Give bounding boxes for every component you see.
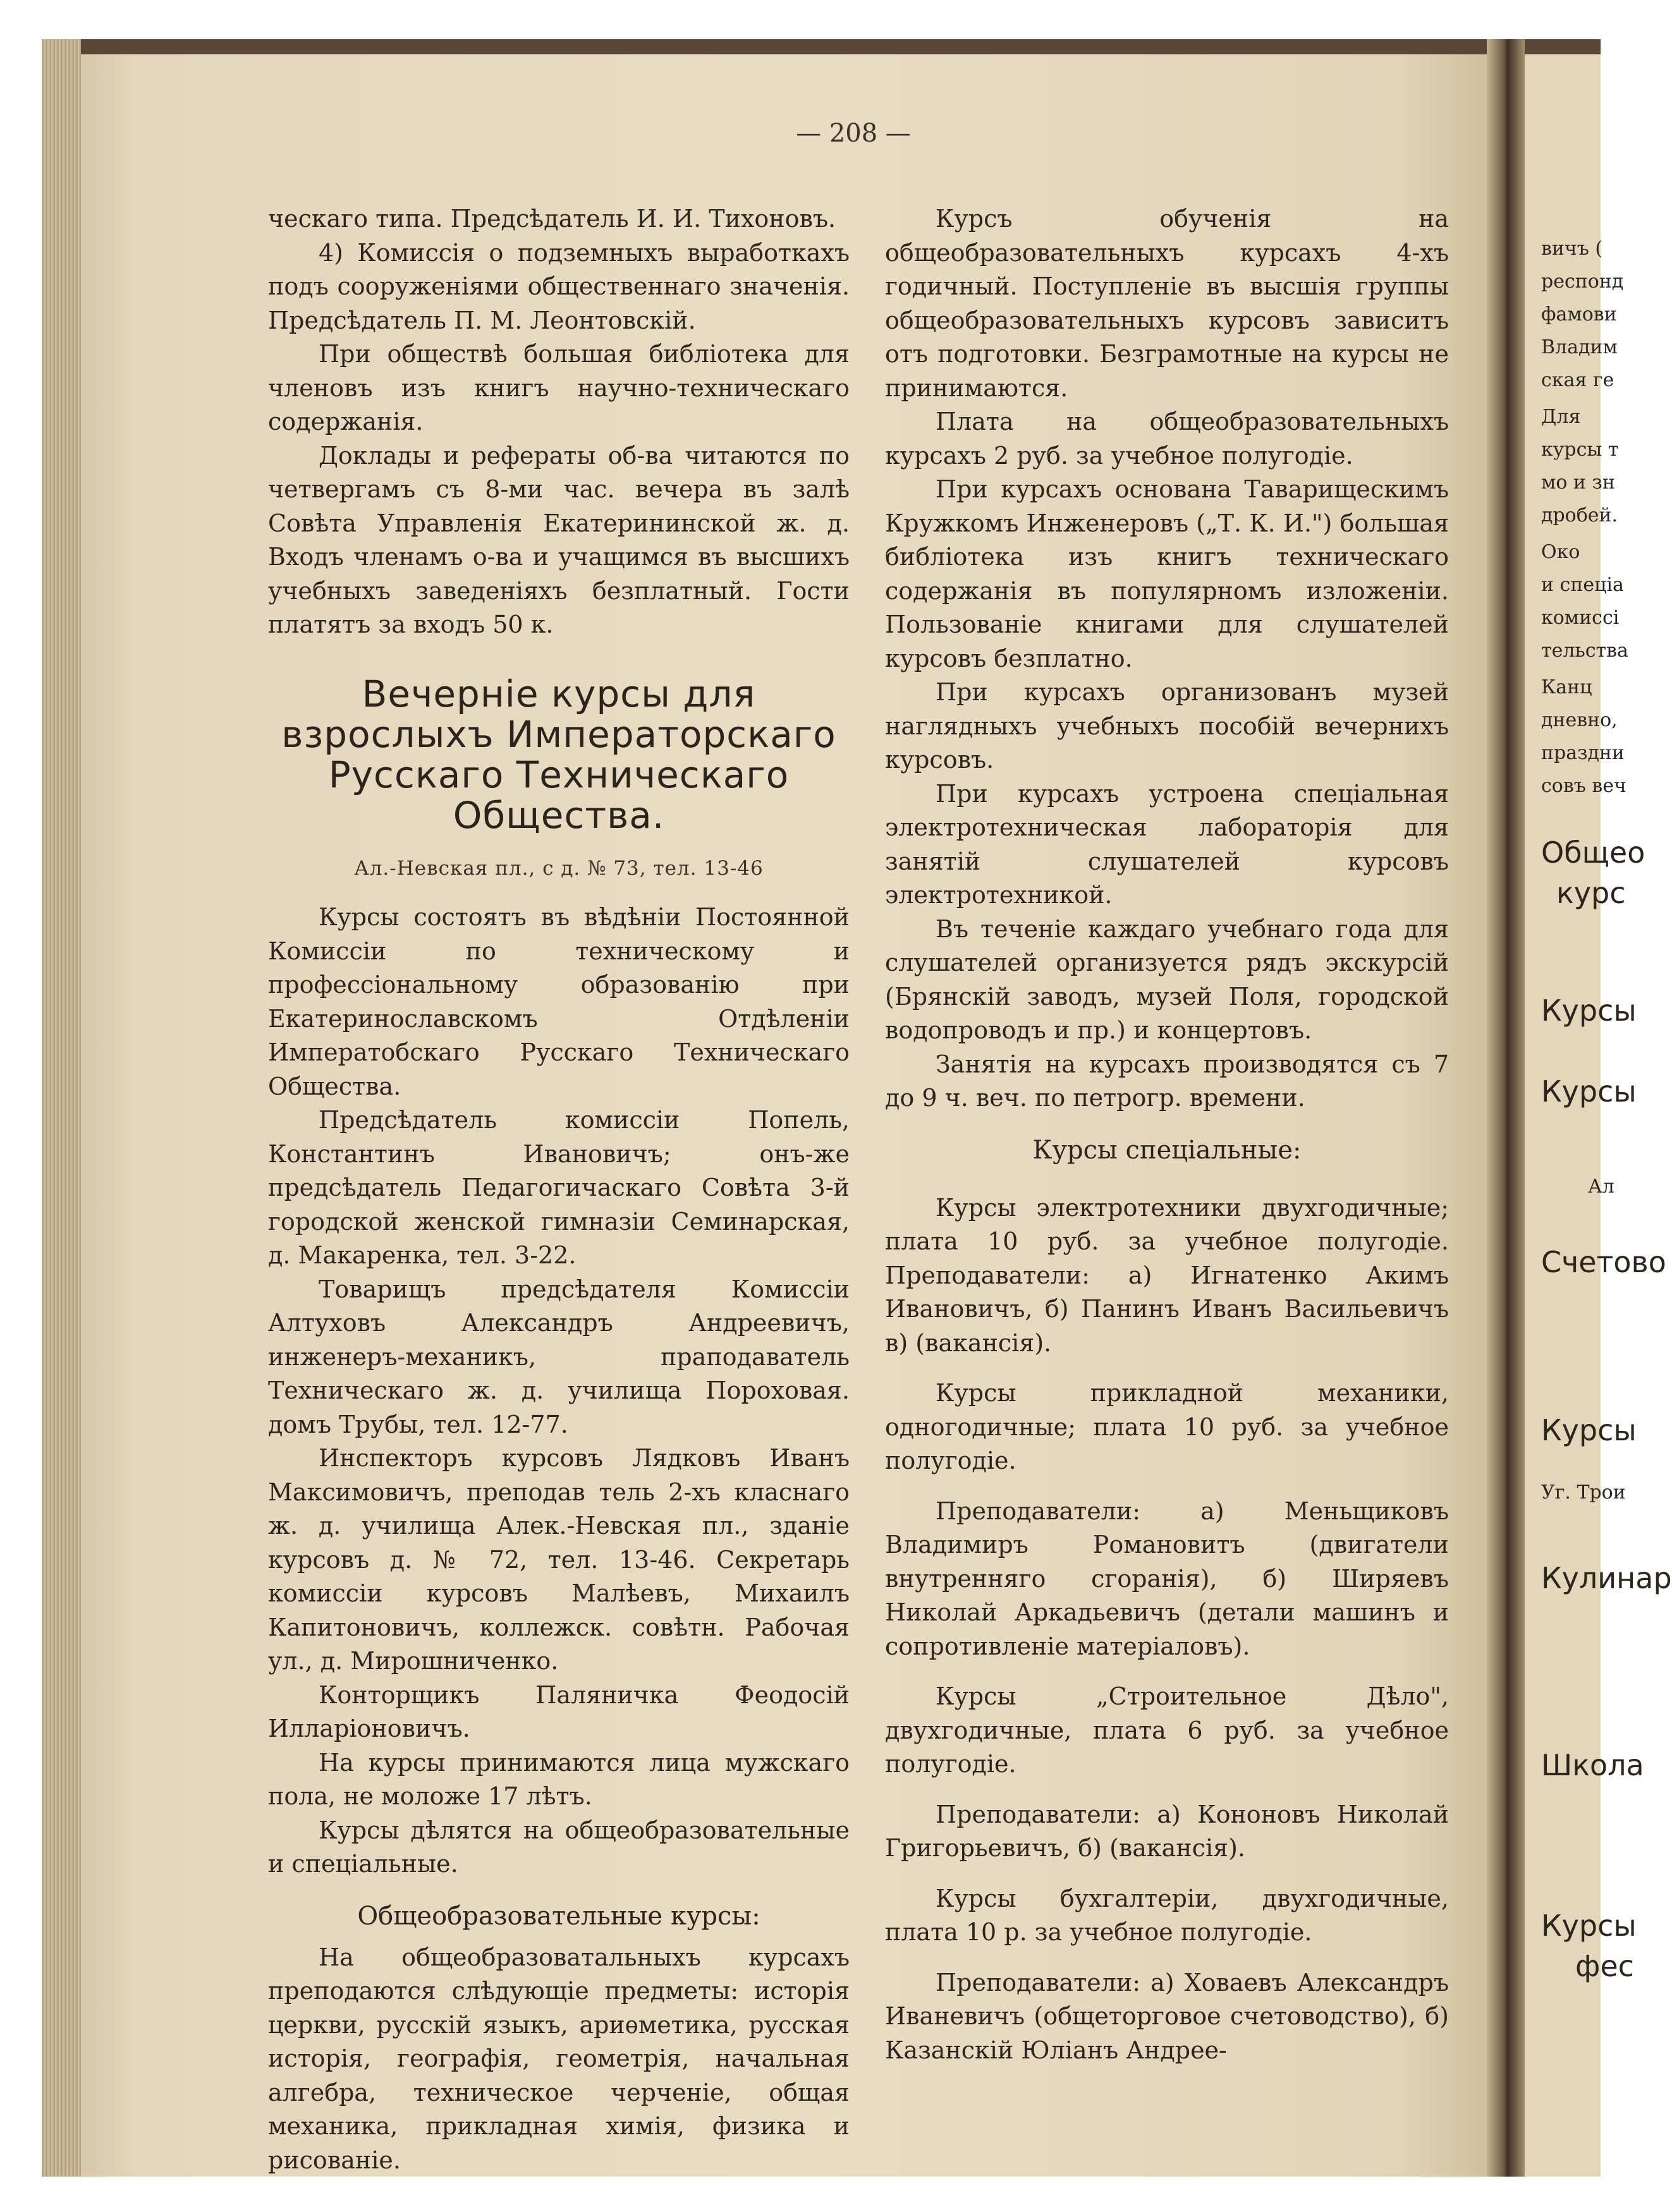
next-page-line: Канц	[1541, 676, 1592, 698]
page-edges	[42, 39, 81, 2177]
paragraph: Преподаватели: а) Меньщиковъ Владимиръ Романовитъ (двигатели внутренняго сгоранія), б) Ширяевъ Николай Аркадьевичъ (детали машинъ и сопротивленіе матеріаловъ).	[885, 1497, 1449, 1660]
paragraph: Инспекторъ курсовъ Лядковъ Иванъ Максимовичъ, преподав тель 2-хъ класнаго ж. д. училища Алек.-Невская пл., зданіе курсовъ д. № 72, тел. 13-46. Секретарь комиссіи курсовъ Малѣевъ, Михаилъ Капитоновичъ, коллежск. совѣтн. Рабочая ул., д. Мирошниченко.	[268, 1444, 850, 1675]
next-page-line: Око	[1541, 541, 1580, 563]
paragraph: Въ теченіе каждаго учебнаго года для слушателей организуется рядъ экскурсій (Брянскій заводъ, музей Поля, городской водопроводъ и пр.) и концертовъ.	[885, 915, 1449, 1044]
next-page-line: респонд	[1541, 270, 1624, 293]
right-column	[885, 202, 1449, 2067]
next-page-line: дневно,	[1541, 709, 1618, 731]
next-page-line: комиссі	[1541, 607, 1620, 629]
next-page-heading: Счетово	[1541, 1245, 1666, 1279]
subsection-title: Общеобразовательные курсы:	[357, 1901, 760, 1931]
paragraph: Курсы состоятъ въ вѣдѣніи Постоянной Комиссіи по техническому и профессіональному образованію при Екатеринославскомъ Отдѣленіи Императобскаго Русскаго Техническаго Общества.	[268, 903, 850, 1100]
next-page-heading: Курсы	[1541, 994, 1637, 1028]
paragraph: Конторщикъ Паляничка Феодосій Илларіоновичъ.	[268, 1680, 850, 1742]
special-courses-title: Курсы спеціальные:	[1032, 1135, 1302, 1165]
next-page-heading: Курсы	[1541, 1413, 1637, 1447]
section-title: Вечерніе курсы для взрослыхъ Императорскаго Русскаго Техническаго Общества.	[281, 672, 836, 837]
paragraph: Плата на общеобразовательныхъ курсахъ 2 руб. за учебное полугодіе.	[885, 408, 1449, 470]
next-page-line: фамови	[1541, 303, 1617, 325]
book-gutter	[1487, 39, 1525, 2177]
next-page-line: курсы т	[1541, 439, 1619, 461]
next-page-line: и спеціа	[1541, 574, 1624, 596]
next-page-line: Уг. Трои	[1541, 1481, 1626, 1504]
next-page-line: ская ге	[1541, 369, 1614, 391]
left-column	[268, 202, 850, 2177]
next-page-line: Владим	[1541, 336, 1618, 358]
next-page-heading: Кулинар	[1541, 1561, 1672, 1595]
paragraph: Курсы „Строительное Дѣло", двухгодичные, плата 6 руб. за учебное полугодіе.	[885, 1682, 1449, 1778]
paragraph: Курсы бухгалтеріи, двухгодичные, плата 10 р. за учебное полугодіе.	[885, 1884, 1449, 1946]
next-page-heading: Курсы	[1541, 1909, 1637, 1943]
next-page-line: дробей.	[1541, 504, 1618, 526]
paragraph: Товарищъ предсѣдателя Комиссіи Алтуховъ Александръ Андреевичъ, инженеръ-механикъ, праподаватель Техническаго ж. д. училища Пороховая. домъ Трубы, тел. 12-77.	[268, 1275, 850, 1438]
next-page-line: праздни	[1541, 742, 1625, 764]
next-page-line: тельства	[1541, 640, 1628, 662]
address-line: Ал.-Невская пл., с д. № 73, тел. 13-46	[354, 856, 764, 880]
next-page-line: вичъ (	[1541, 238, 1603, 260]
paragraph: При курсахъ устроена спеціальная электротехническая лабораторія для занятій слушателей курсовъ электротехникой.	[885, 779, 1449, 909]
next-page-heading: Курсы	[1541, 1074, 1637, 1109]
next-page-line: мо и зн	[1541, 471, 1615, 494]
paragraph: 4) Комиссія о подземныхъ выработкахъ подъ сооруженіями общественнаго значенія. Предсѣдатель П. М. Леонтовскій.	[268, 238, 850, 334]
paragraph: Преподаватели: а) Кононовъ Николай Григорьевичъ, б) (вакансія).	[885, 1800, 1449, 1862]
page-number: — 208 —	[796, 119, 911, 148]
paragraph: Занятія на курсахъ производятся съ 7 до 9 ч. веч. по петрогр. времени.	[885, 1050, 1449, 1112]
paragraph: На общеобразоватальныхъ курсахъ преподаются слѣдующіе предметы: исторія церкви, русскій языкъ, ариѳметика, русская исторія, географія, геометрія, начальная алгебра, техническое черченіе, общая механика, прикладная химія, физика и рисованіе.	[268, 1943, 850, 2174]
next-page-line: совъ веч	[1541, 775, 1626, 797]
next-page-heading: Школа	[1541, 1748, 1644, 1782]
paragraph: Курсъ обученія на общеобразовательныхъ курсахъ 4-хъ годичный. Поступленіе въ высшія группы общеобразовательныхъ курсовъ зависитъ отъ подготовки. Безграмотные на курсы не принимаются.	[885, 205, 1449, 402]
paragraph: Предсѣдатель комиссіи Попель, Константинъ Ивановичъ; онъ-же предсѣдатель Педагогичаскаго Совѣта 3-й городской женской гимназіи Семинарская, д. Макаренка, тел. 3-22.	[268, 1106, 850, 1269]
paragraph: При курсахъ организованъ музей наглядныхъ учебныхъ пособій вечернихъ курсовъ.	[885, 678, 1449, 774]
paragraph: При обществѣ большая библіотека для членовъ изъ книгъ научно-техническаго содержанія.	[268, 340, 850, 435]
paragraph: Доклады и рефераты об-ва читаются по четвергамъ съ 8-ми час. вечера въ залѣ Совѣта Управленія Екатерининской ж. д. Входъ членамъ о-ва и учащимся въ высшихъ учебныхъ заведеніяхъ безплатный. Гости платятъ за входъ 50 к.	[268, 441, 850, 638]
paragraph: На курсы принимаются лица мужскаго пола, не моложе 17 лѣтъ.	[268, 1748, 850, 1810]
next-page-heading: Общео	[1541, 836, 1645, 870]
next-page-heading: фес	[1575, 1949, 1634, 1983]
next-page-line: Для	[1541, 406, 1581, 428]
paragraph: При курсахъ основана Таварищескимъ Кружкомъ Инженеровъ („Т. К. И.") большая библіотека изъ книгъ техническаго содержанія въ популярномъ изложеніи. Пользованіе книгами для слушателей курсовъ безплатно.	[885, 475, 1449, 672]
paragraph: ческаго типа. Предсѣдатель И. И. Тихоновъ.	[268, 205, 836, 233]
next-page-fragment	[1525, 54, 1672, 2177]
paragraph: Курсы прикладной механики, одногодичные; плата 10 руб. за учебное полугодіе.	[885, 1379, 1449, 1474]
paragraph: Курсы электротехники двухгодичные; плата 10 руб. за учебное полугодіе. Преподаватели: а) Игнатенко Акимъ Ивановичъ, б) Панинъ Иванъ Васильевичъ в) (вакансія).	[885, 1193, 1449, 1357]
paragraph: Курсы дѣлятся на общеобразовательные и спеціальные.	[268, 1816, 850, 1878]
next-page-heading: курс	[1556, 876, 1626, 910]
next-page-line: Ал	[1588, 1176, 1614, 1198]
paragraph: Преподаватели: а) Ховаевъ Александръ Иваневичъ (общеторговое счетоводство), б) Казанскій Юліанъ Андрее-	[885, 1968, 1449, 2064]
